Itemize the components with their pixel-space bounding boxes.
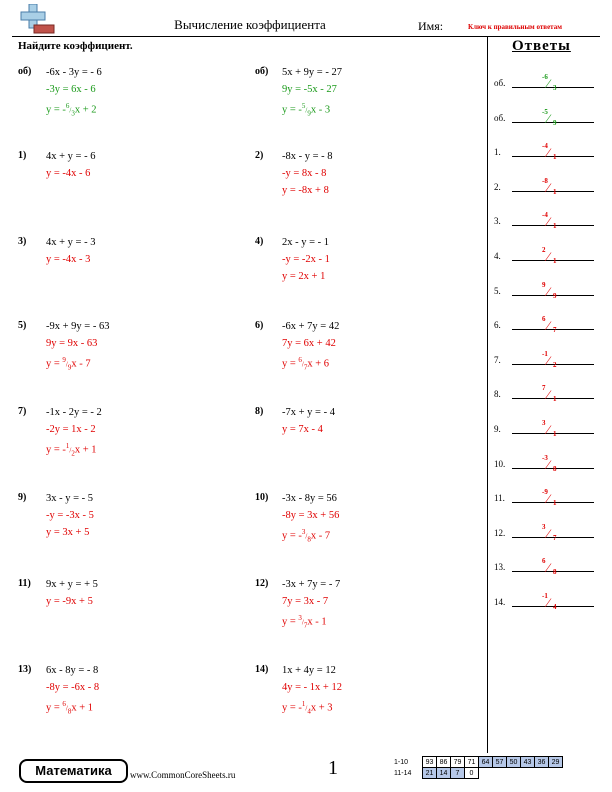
problem-solution (46, 148, 95, 182)
solution-step-1: -2y = 1x - 2 (46, 424, 96, 435)
answer-label: 6. (494, 320, 501, 331)
answer-label: 3. (494, 216, 501, 227)
answer-label: 2. (494, 181, 501, 192)
solution-step-1: 4y = - 1x + 12 (282, 682, 342, 693)
solution-step-2: $y = ^6/_8x + 1$ (46, 700, 94, 716)
problem-number: 9) (18, 492, 27, 503)
score-cell: 57 (493, 757, 507, 768)
solution-step-1: -8y = 3x + 56 (282, 510, 340, 521)
solution-step-1: -y = 8x - 8 (282, 168, 327, 179)
worksheet-title: Вычисление коэффициента (174, 17, 326, 32)
answers-heading: Ответы (512, 38, 571, 54)
problem-number: 10) (255, 492, 269, 503)
solution-step-1: -y = -2x - 1 (282, 254, 330, 265)
score-cell: 50 (507, 757, 521, 768)
site-url[interactable]: www.CommonCoreSheets.ru (130, 770, 236, 780)
solution-step-2: y = 3x + 5 (46, 527, 90, 538)
problem-number: 6) (255, 320, 264, 331)
answers-divider (487, 36, 488, 753)
answer-label: 1. (494, 147, 501, 158)
score-cell: 7 (451, 768, 465, 779)
problem-equation: -9x + 9y = - 63 (46, 321, 110, 332)
problem-solution (282, 234, 330, 285)
score-cell: 29 (549, 757, 563, 768)
score-cell: 64 (479, 757, 493, 768)
solution-step-2: $y = -^5/_9x - 3$ (282, 102, 331, 118)
answer-label: 13. (494, 562, 506, 573)
problem-solution (282, 576, 340, 635)
score-cell: 93 (423, 757, 437, 768)
answer-label: об. (494, 112, 506, 123)
problem-equation: 1x + 4y = 12 (282, 665, 336, 676)
problem-solution (46, 404, 102, 463)
problem-solution (282, 490, 339, 549)
solution-step-2: $y = ^6/_7x + 6$ (282, 356, 330, 372)
problem-equation: -8x - y = - 8 (282, 151, 333, 162)
score-cell: 36 (535, 757, 549, 768)
solution-step-1: 9y = 9x - 63 (46, 338, 98, 349)
subject-badge: Математика (19, 759, 128, 783)
score-cell: 86 (437, 757, 451, 768)
header-divider (12, 36, 600, 37)
problem-solution (282, 404, 335, 438)
score-table: 1-10 93 86 79 71 64 57 50 43 36 29 11-14 21 14 7 0 (394, 756, 563, 779)
problem-solution (282, 318, 339, 377)
score-cell: 43 (521, 757, 535, 768)
instructions: Найдите коэффициент. (18, 40, 133, 52)
answer-label: 12. (494, 527, 506, 538)
problem-equation: -6x + 7y = 42 (282, 321, 340, 332)
problem-number: 2) (255, 150, 264, 161)
problem-equation: -7x + y = - 4 (282, 407, 335, 418)
page-number: 1 (328, 757, 338, 779)
solution-step-2: y = 2x + 1 (282, 271, 326, 282)
problem-solution (282, 662, 342, 721)
answer-label: 5. (494, 285, 501, 296)
solution-step-1: -y = -3x - 5 (46, 510, 94, 521)
problem-number: 12) (255, 578, 269, 589)
solution-step-1: y = -9x + 5 (46, 596, 93, 607)
problem-equation: -6x - 3y = - 6 (46, 67, 102, 78)
score-cell: 79 (451, 757, 465, 768)
answer-label: об. (494, 78, 506, 88)
problem-equation: -3x - 8y = 56 (282, 493, 337, 504)
problem-equation: 3x - y = - 5 (46, 493, 94, 504)
problem-equation: 4x + y = - 6 (46, 151, 96, 162)
problem-equation: -1x - 2y = - 2 (46, 407, 102, 418)
problem-solution (46, 64, 102, 123)
problem-number: об) (18, 66, 32, 77)
problem-equation: 2x - y = - 1 (282, 237, 330, 248)
solution-step-1: -3y = 6x - 6 (46, 84, 96, 95)
solution-step-2: $y = ^9/_9x - 7$ (46, 356, 91, 372)
score-cell: 0 (465, 768, 479, 779)
solution-step-2: $y = -^3/_8x - 7$ (282, 528, 331, 544)
answer-label: 7. (494, 354, 501, 365)
problem-solution (46, 318, 109, 377)
problem-equation: 6x - 8y = - 8 (46, 665, 99, 676)
problem-equation: 5x + 9y = - 27 (282, 67, 342, 78)
problem-solution (46, 662, 99, 721)
answer-label: 10. (494, 458, 506, 469)
solution-step-1: y = 7x - 4 (282, 424, 323, 435)
solution-step-1: -8y = -6x - 8 (46, 682, 100, 693)
answer-label: 14. (494, 597, 506, 607)
solution-step-2: $y = ^3/_7x - 1$ (282, 614, 327, 630)
problem-number: 7) (18, 406, 27, 417)
problem-number: 13) (18, 664, 32, 675)
problem-solution (282, 148, 333, 199)
solution-step-1: y = -4x - 3 (46, 254, 91, 265)
solution-step-1: y = -4x - 6 (46, 168, 91, 179)
problem-number: 3) (18, 236, 27, 247)
solution-step-2: $y = -^6/_3x + 2$ (46, 102, 97, 118)
solution-step-1: 9y = -5x - 27 (282, 84, 337, 95)
problem-equation: -3x + 7y = - 7 (282, 579, 341, 590)
solution-step-1: 7y = 6x + 42 (282, 338, 336, 349)
name-label: Имя: (418, 19, 444, 33)
problem-solution (46, 490, 94, 541)
score-cell: 14 (437, 768, 451, 779)
math-logo-icon (16, 4, 56, 38)
problem-number: 5) (18, 320, 27, 331)
answer-label: 4. (494, 251, 501, 261)
problem-equation: 4x + y = - 3 (46, 237, 96, 248)
solution-step-2: y = -8x + 8 (282, 185, 329, 196)
problem-number: об) (255, 66, 269, 77)
problem-solution (46, 576, 98, 610)
problem-equation: 9x + y = + 5 (46, 579, 98, 590)
problem-number: 8) (255, 406, 264, 417)
problem-number: 1) (18, 150, 27, 161)
problem-number: 11) (18, 578, 31, 589)
answer-key-label: Ключ к правильным ответам (468, 23, 562, 31)
solution-step-2: $y = -^1/_2x + 1$ (46, 442, 97, 458)
answer-label: 9. (494, 424, 501, 434)
problem-solution (46, 234, 95, 268)
problem-solution (282, 64, 342, 123)
answer-label: 11. (494, 493, 505, 504)
score-cell: 71 (465, 757, 479, 768)
solution-step-2: $y = -^1/_4x + 3$ (282, 700, 333, 716)
problem-number: 4) (255, 236, 264, 247)
solution-step-1: 7y = 3x - 7 (282, 596, 329, 607)
answer-label: 8. (494, 389, 501, 400)
score-cell: 21 (423, 768, 437, 779)
problem-number: 14) (255, 664, 269, 675)
